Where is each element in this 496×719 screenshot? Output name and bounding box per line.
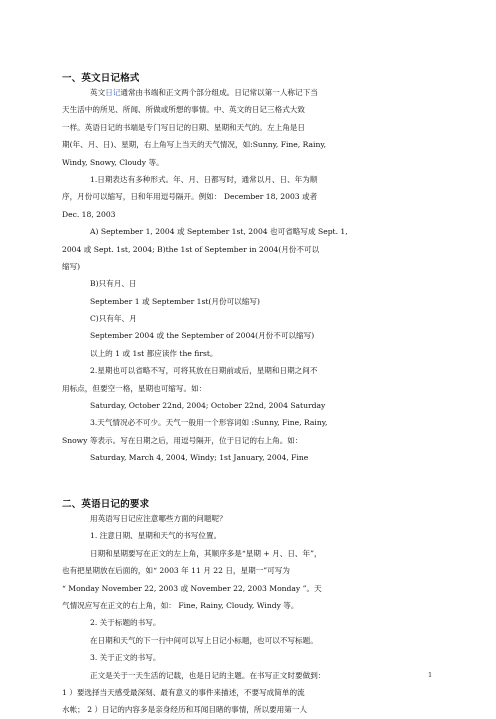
paragraph-line [62, 432, 434, 449]
text-span: Saturday, October 22nd, 2004; October 22nd, 2004 Saturday [90, 401, 326, 411]
paragraph-line [62, 327, 406, 344]
paragraph-line [62, 649, 406, 666]
paragraph-line [62, 223, 406, 240]
paragraph-line [62, 84, 406, 101]
paragraph-line [62, 449, 406, 466]
text-span: 用英语写日记应注意哪些方面的问题呢？ [90, 514, 227, 523]
paragraph-line [62, 580, 434, 597]
paragraph-line [62, 136, 434, 153]
text-span: 正文是关于一天生活的记载，也是日记的主题。在书写正文时要做到： [90, 670, 326, 680]
paragraph-line [62, 293, 406, 310]
text-span: 水帐； 2 ）日记的内容多是亲身经历和耳闻目睹的事情，所以要用第一人 [62, 705, 308, 715]
text-span: C)只有年、月 [90, 314, 137, 324]
text-span: 也有把星期放在后面的，如“ 2003 年 11 月 22 日，星期一”可写为 [62, 566, 290, 576]
paragraph-line [62, 101, 434, 118]
text-span: A) September 1, 2004 或 September 1st, 2004 也可省略写成 Sept. 1, [90, 227, 348, 237]
page-number: 1 [428, 671, 433, 679]
paragraph-line [62, 632, 406, 649]
paragraph-line [62, 562, 434, 579]
text-span: 期(年、月、日)、星期，右上角写上当天的天气情况，如:Sunny, Fine, Rainy, [62, 140, 327, 150]
text-span: 通常由书端和正文两个部分组成。日记常以第一人称记下当 [120, 88, 318, 97]
paragraph-line [62, 684, 434, 701]
text-span: Snowy 等表示。写在日期之后，用逗号隔开，位于日记的右上角。如： [62, 435, 303, 445]
paragraph-line [62, 614, 406, 631]
section-1-heading: 一、英文日记格式 [62, 73, 140, 84]
text-span: Windy, Snowy, Cloudy 等。 [62, 157, 164, 167]
paragraph-line [62, 380, 434, 397]
text-span: 气情况应写在正文的右上角，如： Fine, Rainy, Cloudy, Windy 等。 [62, 600, 299, 610]
paragraph-line [62, 171, 406, 188]
paragraph-line [62, 667, 406, 684]
text-span: 英文 [90, 88, 106, 97]
section-2-body [62, 510, 434, 719]
text-span: 以上的 1 或 1st 都应读作 the first。 [90, 348, 218, 358]
text-span: 1. 注意日期、星期和天气的书写位置。 [90, 531, 222, 541]
paragraph-line [62, 545, 406, 562]
text-span: “ Monday November 22, 2003 或 November 22, 2003 Monday ”。天 [62, 583, 322, 593]
text-span: 1 ）要选择当天感受最深刻、最有意义的事件来描述，不要写成简单的流 [62, 687, 305, 697]
text-span: 缩写) [62, 261, 81, 271]
paragraph-line [62, 701, 434, 718]
paragraph-line [62, 527, 406, 544]
paragraph-line [62, 345, 406, 362]
paragraph-line [62, 188, 434, 205]
text-span: 3. 关于正文的书写。 [90, 653, 161, 663]
paragraph-line [62, 241, 434, 258]
paragraph-line [62, 154, 434, 171]
text-span: 2004 或 Sept. 1st, 2004; B)the 1st of September in 2004(月份不可以 [62, 244, 320, 254]
text-span: 在日期和天气的下一行中间可以写上日记小标题，也可以不写标题。 [90, 635, 318, 645]
text-span: 日期和星期要写在正文的左上角，其顺序多是“星期 + 月、日、年”， [90, 548, 322, 558]
text-span: 1.日期表达有多种形式。年、月、日都写时，通常以月、日、年为顺 [90, 174, 318, 184]
paragraph-line [62, 597, 434, 614]
text-span: 3.天气情况必不可少。天气一般用一个形容词如 :Sunny, Fine, Rainy, [90, 418, 328, 428]
paragraph-line [62, 510, 406, 527]
paragraph-line [62, 275, 406, 292]
text-span: September 1 或 September 1st(月份可以缩写) [90, 296, 260, 306]
paragraph-line [62, 206, 434, 223]
paragraph-line [62, 362, 406, 379]
paragraph-line [62, 310, 406, 327]
paragraph-line [62, 414, 406, 431]
text-span: 一样。英语日记的书端是专门写日记的日期、星期和天气的。左上角是日 [62, 122, 305, 132]
section-1-body [62, 84, 434, 467]
text-span: September 2004 或 the September of 2004(月份不可以缩写) [90, 331, 315, 341]
diary-link[interactable]: 日记 [105, 88, 121, 97]
text-span: Saturday, March 4, 2004, Windy; 1st January, 2004, Fine [90, 453, 309, 463]
paragraph-line [62, 258, 434, 275]
text-span: Dec. 18, 2003 [62, 209, 116, 219]
section-2-heading: 二、英语日记的要求 [62, 499, 150, 510]
text-span: B)只有月、日 [90, 279, 137, 289]
text-span: 2.星期也可以省略不写，可将其放在日期前或后，星期和日期之间不 [90, 366, 318, 376]
paragraph-line [62, 397, 406, 414]
text-span: 天生活中的所见、所闻、所做或所想的事情。中、英文的日记三格式大致 [62, 105, 305, 115]
text-span: 用标点，但要空一格，星期也可缩写。如： [62, 383, 207, 393]
text-span: 序，月份可以缩写，日和年用逗号隔开。例如： December 18, 2003 或者 [62, 192, 318, 202]
text-span: 2. 关于标题的书写。 [90, 618, 161, 628]
paragraph-line [62, 119, 434, 136]
